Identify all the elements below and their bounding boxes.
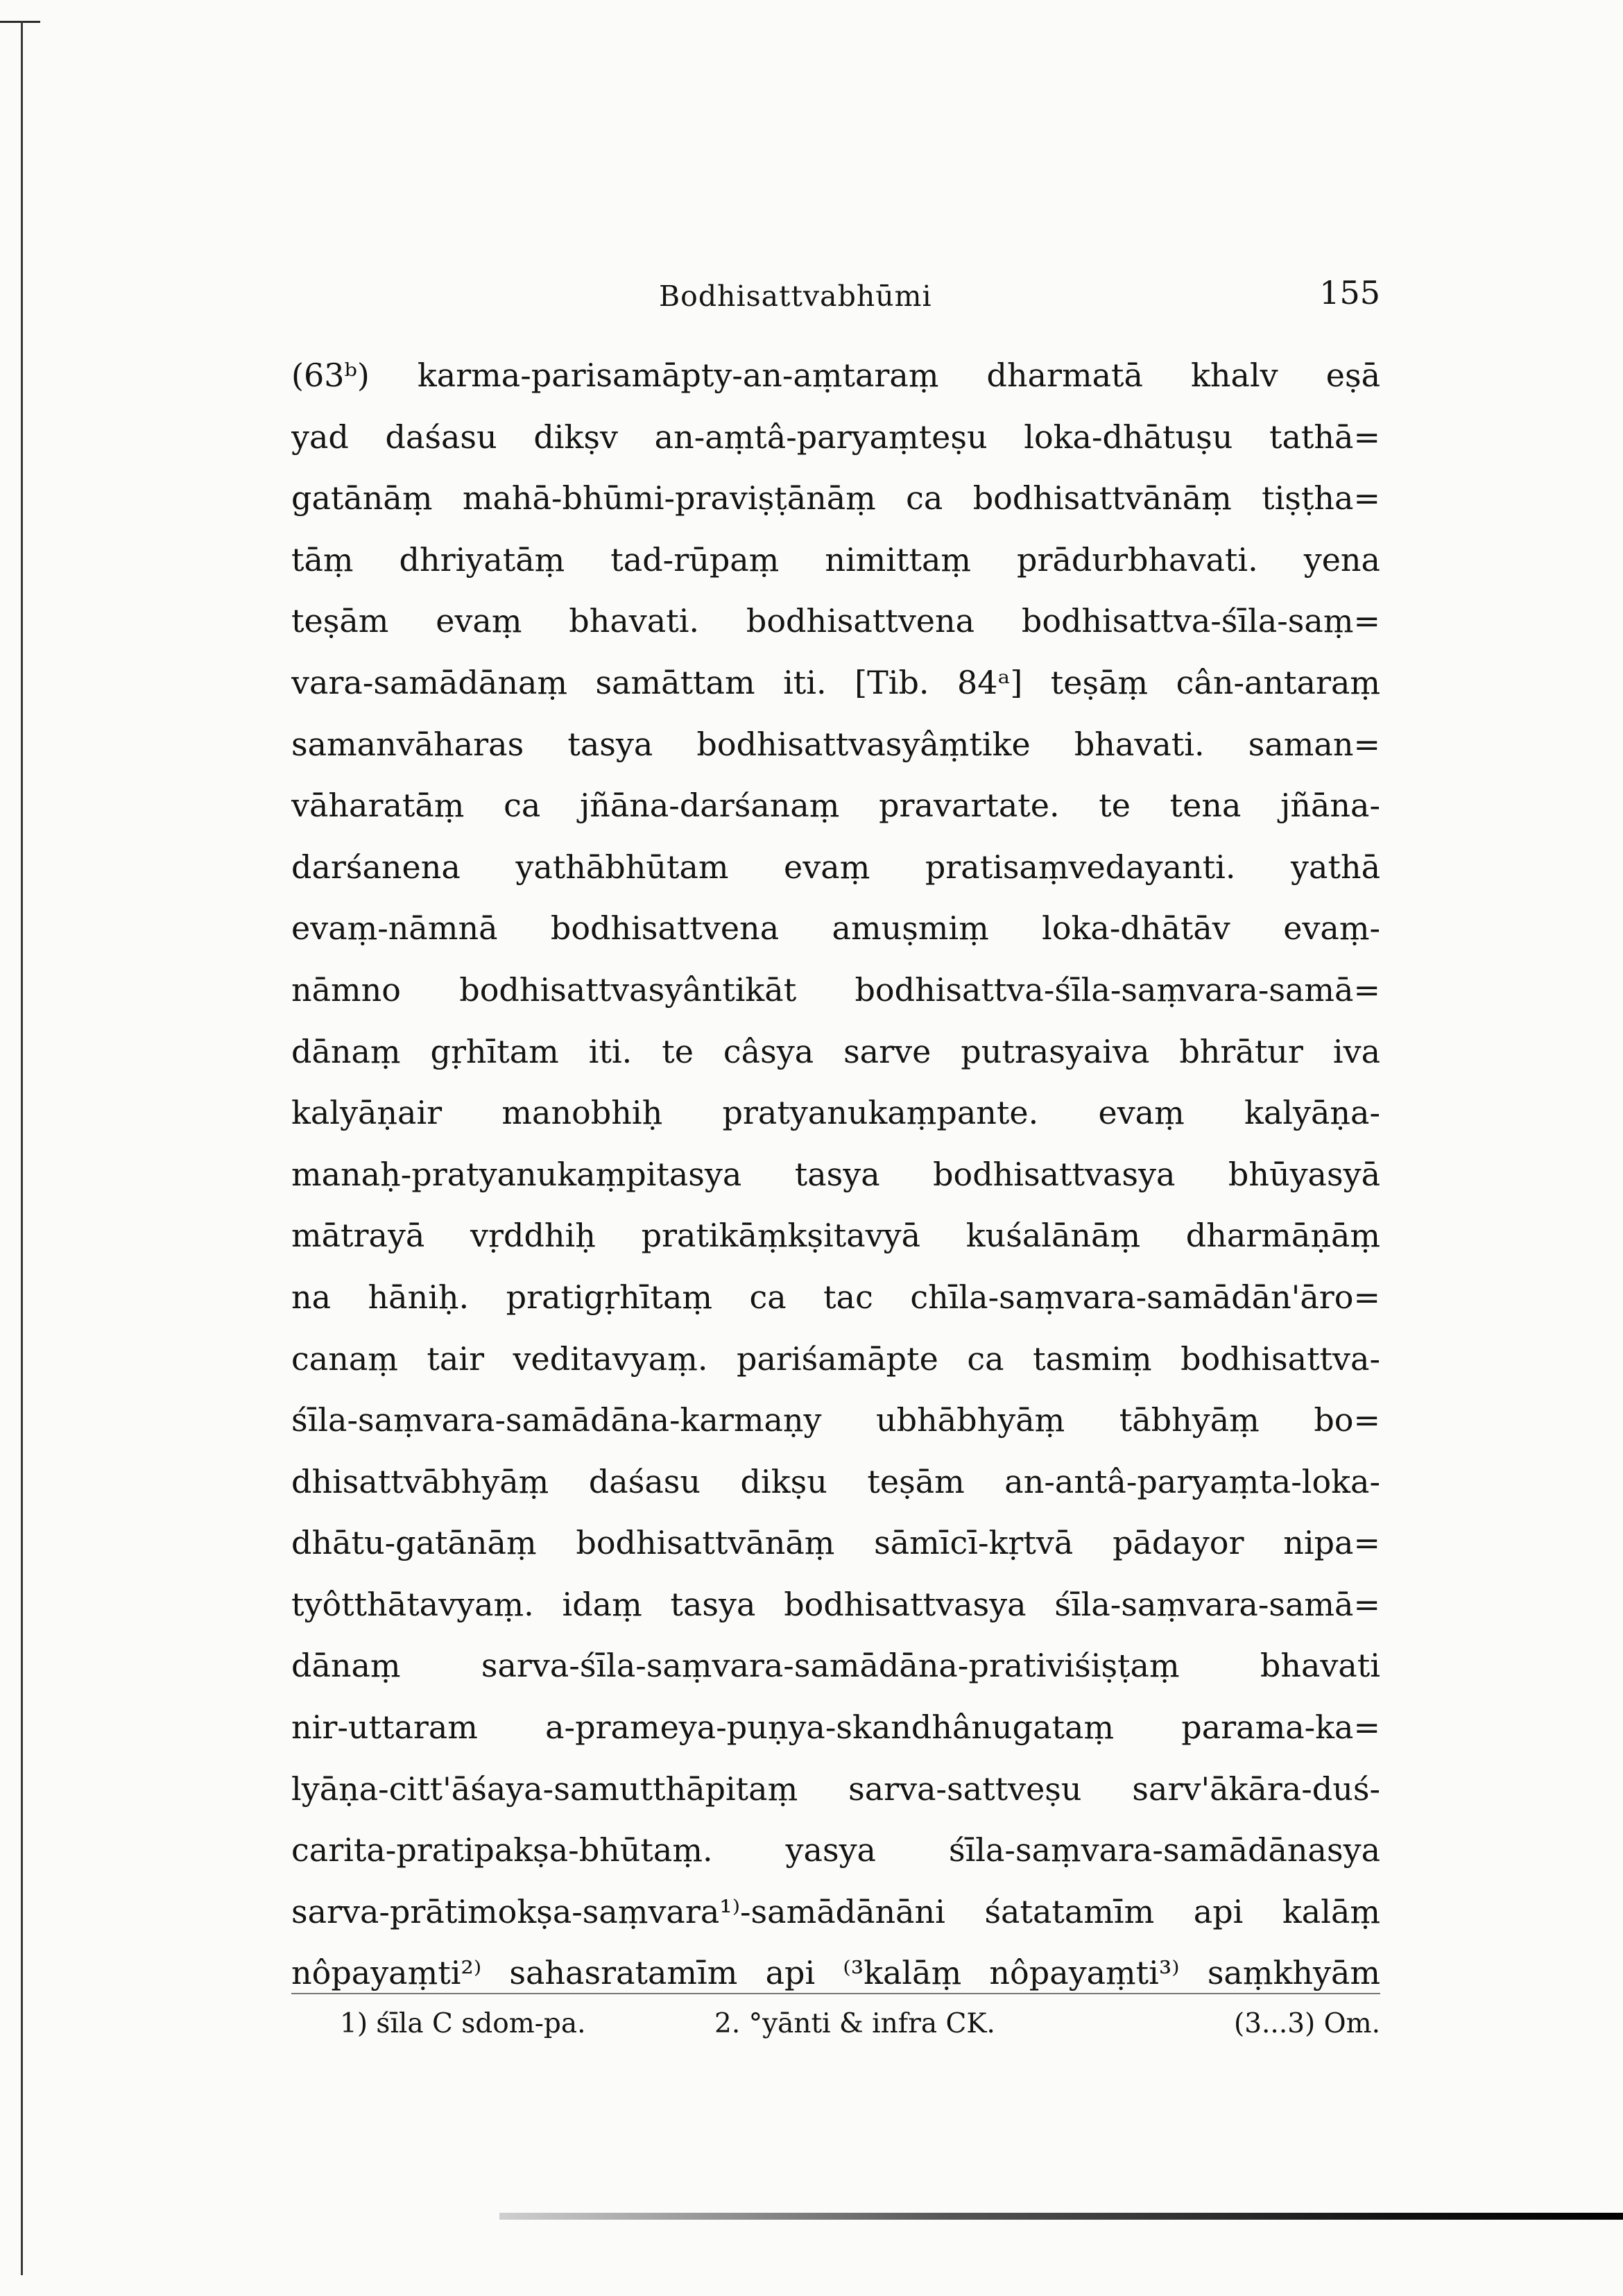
text-line: tyôtthātavyaṃ. idaṃ tasya bodhisattvasya śīla-saṃvara-samā=: [291, 1585, 1380, 1623]
page-header: [291, 274, 1380, 323]
page-number: 155: [1319, 274, 1380, 311]
text-line: lyāṇa-citt'āśaya-samutthāpitaṃ sarva-sattveṣu sarv'ākāra-duś-: [291, 1770, 1380, 1808]
footnote-rule: [291, 1993, 1380, 1994]
text-line: nôpayaṃti²⁾ sahasratamīm api ⁽³kalāṃ nôpayaṃti³⁾ saṃkhyām: [291, 1954, 1380, 1992]
text-line: dhisattvābhyāṃ daśasu dikṣu teṣām an-antâ-paryaṃta-loka-: [291, 1462, 1380, 1500]
footnotes: [340, 2003, 1380, 2045]
running-title: Bodhisattvabhūmi: [659, 280, 932, 313]
text-line: evaṃ-nāmnā bodhisattvena amuṣmiṃ loka-dhātāv evaṃ-: [291, 909, 1380, 948]
text-line: vara-samādānaṃ samāttam iti. [Tib. 84ᵃ] teṣāṃ cân-antaraṃ: [291, 663, 1380, 701]
text-line: na hāniḥ. pratigṛhītaṃ ca tac chīla-saṃvara-samādān'āro=: [291, 1278, 1380, 1316]
footnote-1: 1) śīla C sdom-pa.: [340, 2008, 586, 2039]
text-line: carita-pratipakṣa-bhūtaṃ. yasya śīla-saṃvara-samādānasya: [291, 1831, 1380, 1869]
text-line: nāmno bodhisattvasyântikāt bodhisattva-śīla-saṃvara-samā=: [291, 970, 1380, 1009]
text-line: manaḥ-pratyanukaṃpitasya tasya bodhisattvasya bhūyasyā: [291, 1155, 1380, 1193]
text-line: yad daśasu dikṣv an-aṃtâ-paryaṃteṣu loka-dhātuṣu tathā=: [291, 418, 1380, 456]
scan-edge-left: [21, 21, 23, 2275]
text-line: dhātu-gatānāṃ bodhisattvānāṃ sāmīcī-kṛtvā pādayor nipa=: [291, 1524, 1380, 1562]
text-line: sarva-prātimokṣa-saṃvara¹⁾-samādānāni śatatamīm api kalāṃ: [291, 1892, 1380, 1930]
text-line: kalyāṇair manobhiḥ pratyanukaṃpante. evaṃ kalyāṇa-: [291, 1094, 1380, 1132]
text-line: gatānāṃ mahā-bhūmi-praviṣṭānāṃ ca bodhisattvānāṃ tiṣṭha=: [291, 479, 1380, 517]
text-line: canaṃ tair veditavyaṃ. pariśamāpte ca tasmiṃ bodhisattva-: [291, 1339, 1380, 1378]
text-line: mātrayā vṛddhiḥ pratikāṃkṣitavyā kuśalānāṃ dharmāṇāṃ: [291, 1217, 1380, 1255]
text-line: nir-uttaram a-prameya-puṇya-skandhânugataṃ parama-ka=: [291, 1708, 1380, 1747]
footnote-2: 2. °yānti & infra CK.: [714, 2008, 995, 2039]
text-line: darśanena yathābhūtam evaṃ pratisaṃvedayanti. yathā: [291, 848, 1380, 886]
scan-edge-top: [0, 21, 40, 23]
footnote-3: (3...3) Om.: [1234, 2008, 1380, 2039]
scan-edge-bottom: [499, 2213, 1623, 2220]
text-line: śīla-saṃvara-samādāna-karmaṇy ubhābhyāṃ tābhyāṃ bo=: [291, 1401, 1380, 1439]
text-line: teṣām evaṃ bhavati. bodhisattvena bodhisattva-śīla-saṃ=: [291, 602, 1380, 640]
text-line: dānaṃ gṛhītam iti. te câsya sarve putrasyaiva bhrātur iva: [291, 1032, 1380, 1070]
text-line: tāṃ dhriyatāṃ tad-rūpaṃ nimittaṃ prādurbhavati. yena: [291, 540, 1380, 579]
text-line: samanvāharas tasya bodhisattvasyâṃtike bhavati. saman=: [291, 725, 1380, 763]
text-line: dānaṃ sarva-śīla-saṃvara-samādāna-prativiśiṣṭaṃ bhavati: [291, 1647, 1380, 1685]
body-text: [291, 345, 1380, 2004]
text-line: (63ᵇ) karma-parisamāpty-an-aṃtaraṃ dharmatā khalv eṣā: [291, 357, 1380, 394]
text-line: vāharatāṃ ca jñāna-darśanaṃ pravartate. te tena jñāna-: [291, 787, 1380, 825]
